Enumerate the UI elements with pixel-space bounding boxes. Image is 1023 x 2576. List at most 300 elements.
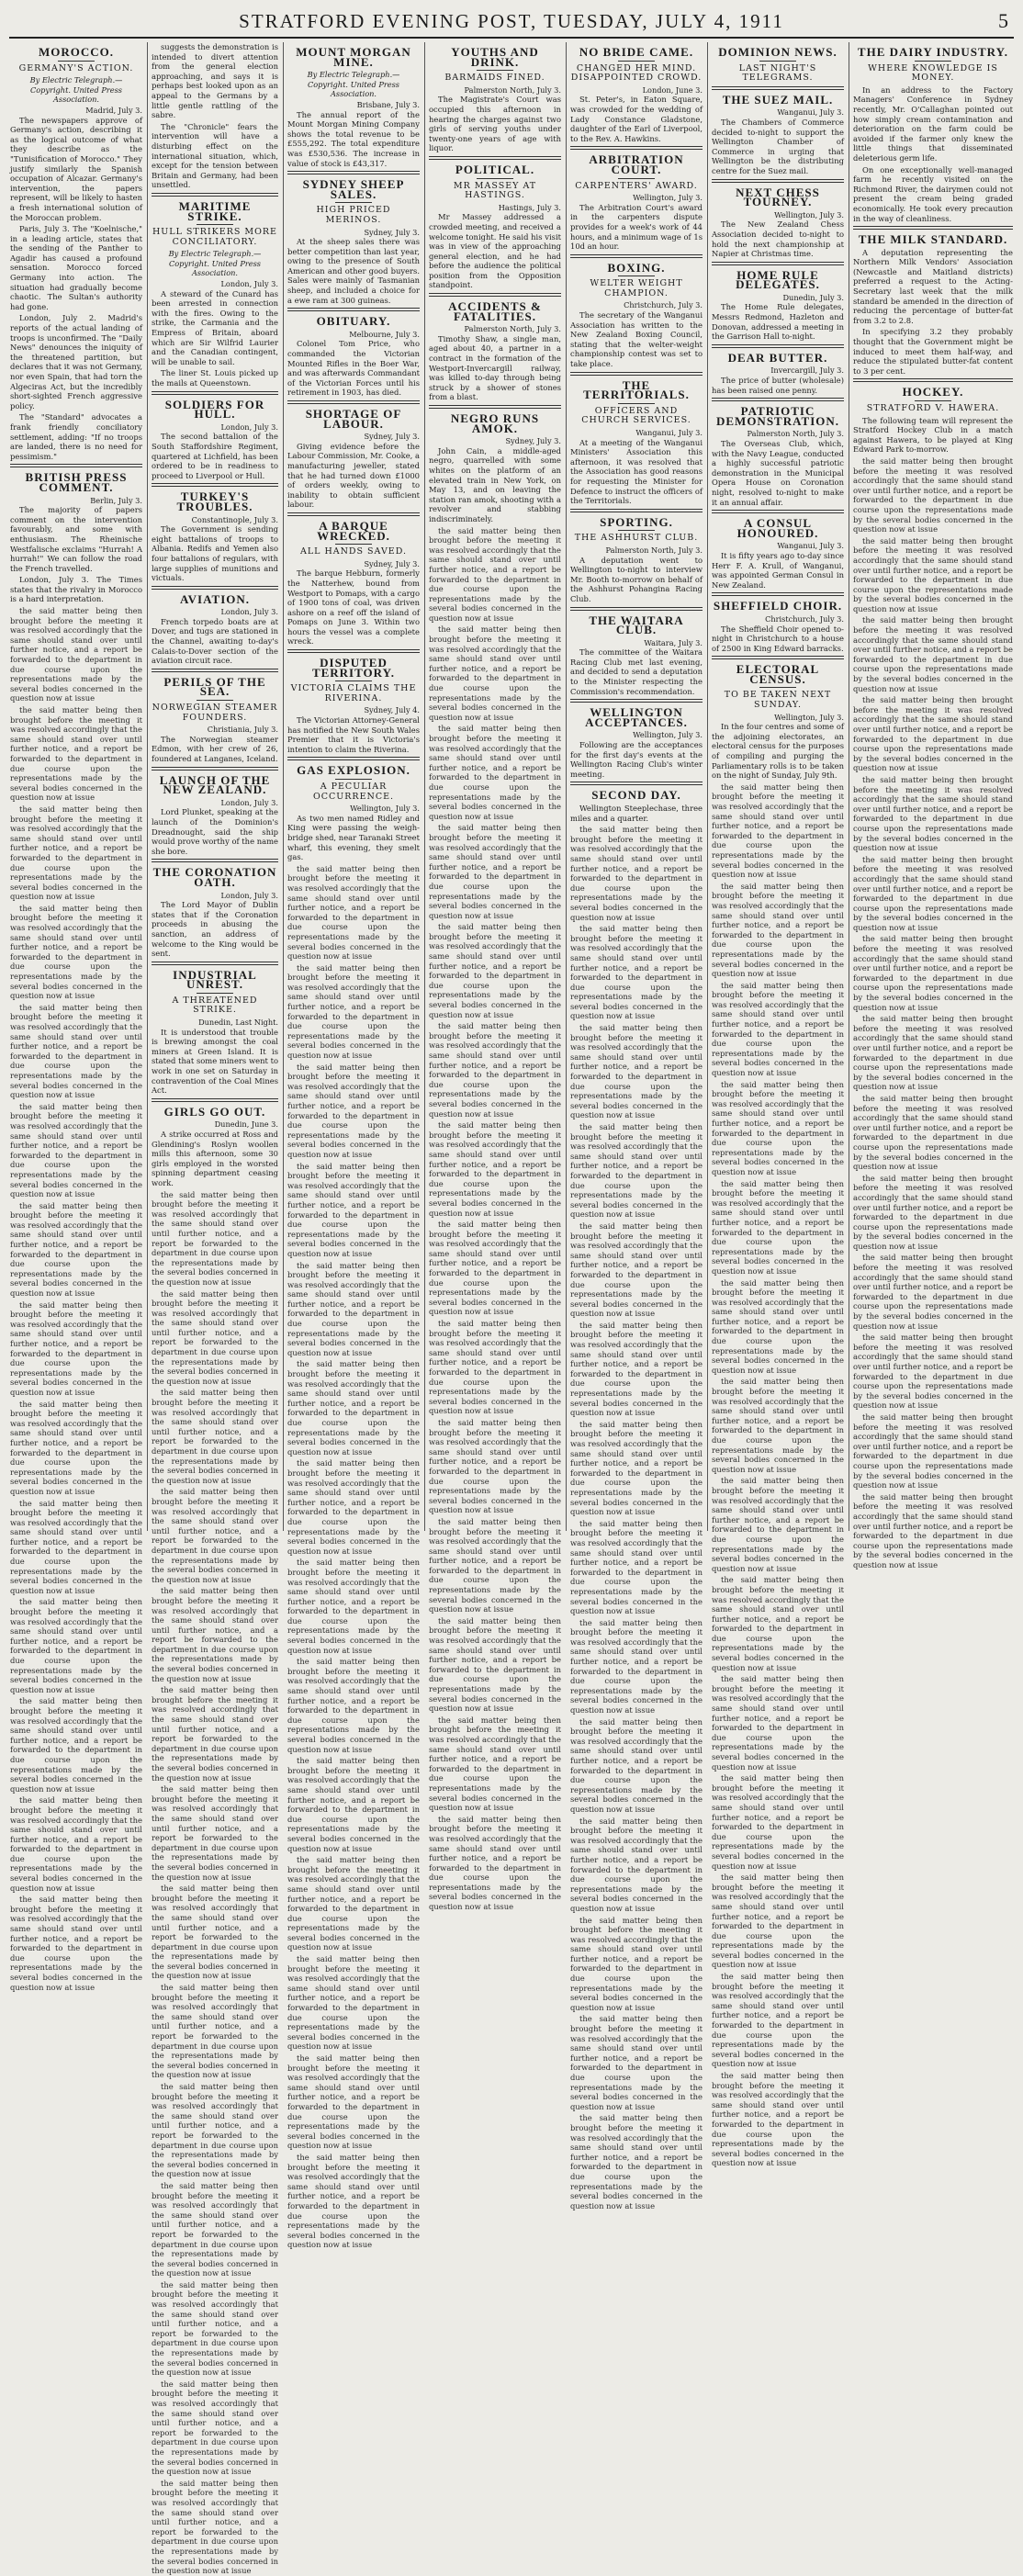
article-headline: ARBITRATION COURT. bbox=[589, 152, 684, 176]
article bbox=[570, 146, 703, 251]
article-headline: GIRLS GO OUT. bbox=[163, 1104, 266, 1119]
body-text-filler bbox=[712, 782, 844, 2168]
article-paragraph: A strike occurred at Ross and Glendining's Roslyn woollen mills this afternoon, some 30 girls employed in the worsted spinning department ceasing work. bbox=[152, 1130, 278, 1187]
article-paragraph: the said matter being then brought before the meeting it was resolved accordingly that the same should stand over until further notice, and a report be forwarded to the department in due course upon the representations made by the several bodies concerned in the question now at issue bbox=[429, 1814, 561, 1912]
divider bbox=[759, 687, 796, 688]
headline-rule bbox=[10, 464, 142, 467]
article-paragraph: the said matter being then brought before the meeting it was resolved accordingly that the same should stand over until further notice, and a report be forwarded to the department in due course upon the representations made by the several bodies concerned in the question now at issue bbox=[712, 980, 844, 1078]
article-headline: MOROCCO. bbox=[38, 45, 115, 59]
body-text-filler bbox=[152, 1190, 278, 2576]
article bbox=[712, 262, 844, 342]
article bbox=[10, 464, 142, 604]
dateline: Dunedin, Last Night. bbox=[198, 1018, 278, 1028]
divider bbox=[197, 224, 233, 225]
column-7 bbox=[850, 42, 1016, 1569]
article-subheadline: GERMANY'S ACTION. bbox=[18, 62, 134, 73]
headline-rule bbox=[570, 146, 703, 150]
dateline: Christchurch, July 3. bbox=[624, 300, 703, 310]
article-paragraph: the said matter being then brought before the meeting it was resolved accordingly that the same should stand over until further notice, and a report be forwarded to the department in due course upon the representations made by the several bodies concerned in the question now at issue bbox=[712, 1773, 844, 1871]
headline-rule bbox=[712, 262, 844, 265]
article-headline: DEAR BUTTER. bbox=[727, 350, 828, 365]
article-paragraph: the said matter being then brought before the meeting it was resolved accordingly that the same should stand over until further notice, and a report be forwarded to the department in due course upon the representations made by the several bodies concerned in the question now at issue bbox=[570, 1419, 703, 1517]
article-headline: TURKEY'S TROUBLES. bbox=[176, 489, 253, 513]
article-paragraph: the said matter being then brought before the meeting it was resolved accordingly that the same should stand over until further notice, and a report be forwarded to the department in due course upon the representations made by the several bodies concerned in the question now at issue bbox=[853, 934, 1013, 1012]
article bbox=[570, 782, 703, 823]
article-paragraph: the said matter being then brought before the meeting it was resolved accordingly that the same should stand over until further notice, and a report be forwarded to the department in due course upon the representations made by the several bodies concerned in the question now at issue bbox=[152, 2379, 278, 2477]
article-paragraph: In the four centres and some of the adjoining electorates, an electoral census for the purposes of compiling and purging the Parliamentary rolls is to be taken on the night of Sunday, July 9th. bbox=[712, 722, 844, 781]
article-headline: THE TERRITORIALS. bbox=[583, 377, 690, 402]
article-paragraph: the said matter being then brought before the meeting it was resolved accordingly that the same should stand over until further notice, and a report be forwarded to the department in due course upon the representations made by the several bodies concerned in the question now at issue bbox=[429, 1120, 561, 1218]
divider bbox=[618, 403, 655, 404]
article-paragraph: The barque Hebburn, formerly the Natterhew, bound from Westport to Pomaps, with a cargo of 1900 tons of coal, was driven ashore on a reef off the island of Pomaps on June 3. Within two hours the vessel was a complete wreck. bbox=[287, 568, 420, 647]
article bbox=[712, 656, 844, 781]
article bbox=[429, 293, 561, 402]
article-paragraph: the said matter being then brought before the meeting it was resolved accordingly that the same should stand over until further notice, and a report be forwarded to the department in due course upon the representations made by the several bodies concerned in the question now at issue bbox=[152, 1288, 278, 1386]
article bbox=[10, 45, 142, 461]
article-headline: HOCKEY. bbox=[902, 385, 964, 399]
article-headline: PATRIOTIC DEMONSTRATION. bbox=[715, 404, 840, 428]
article-paragraph: the said matter being then brought before the meeting it was resolved accordingly that the same should stand over until further notice, and a report be forwarded to the department in due course upon the representations made by the several bodies concerned in the question now at issue bbox=[570, 1122, 703, 1220]
dateline: Sydney, July 3. bbox=[364, 432, 420, 442]
article-paragraph: the said matter being then brought before the meeting it was resolved accordingly that the same should stand over until further notice, and a report be forwarded to the department in due course upon the representations made by the several bodies concerned in the question now at issue bbox=[287, 1855, 420, 1952]
article-subheadline: ALL HANDS SAVED. bbox=[299, 546, 408, 557]
article-paragraph: the said matter being then brought before the meeting it was resolved accordingly that the same should stand over until further notice, and a report be forwarded to the department in due course upon the representations made by the several bodies concerned in the question now at issue bbox=[10, 705, 142, 803]
article-headline: GAS EXPLOSION. bbox=[297, 763, 410, 778]
article-paragraph: the said matter being then brought before the meeting it was resolved accordingly that the same should stand over until further notice, and a report be forwarded to the department in due course upon the representations made by the several bodies concerned in the question now at issue bbox=[429, 1417, 561, 1515]
article-paragraph: the said matter being then brought before the meeting it was resolved accordingly that the same should stand over until further notice, and a report be forwarded to the department in due course upon the representations made by the several bodies concerned in the question now at issue bbox=[287, 1260, 420, 1357]
dateline: Sydney, July 4. bbox=[364, 705, 420, 715]
body-text-filler bbox=[429, 526, 561, 1912]
article-paragraph: the said matter being then brought before the meeting it was resolved accordingly that the same should stand over until further notice, and a report be forwarded to the department in due course upon the representations made by the several bodies concerned in the question now at issue bbox=[429, 922, 561, 1019]
article-headline: PERILS OF THE SEA. bbox=[163, 674, 266, 699]
article-paragraph: the said matter being then brought before the meeting it was resolved accordingly that the same should stand over until further notice, and a report be forwarded to the department in due course upon the representations made by the several bodies concerned in the question now at issue bbox=[287, 2152, 420, 2250]
article-paragraph: the said matter being then brought before the meeting it was resolved accordingly that the same should stand over until further notice, and a report be forwarded to the department in due course upon the representations made by the several bodies concerned in the question now at issue bbox=[10, 1299, 142, 1397]
article-paragraph: the said matter being then brought before the meeting it was resolved accordingly that the same should stand over until further notice, and a report be forwarded to the department in due course upon the representations made by the several bodies concerned in the question now at issue bbox=[712, 1674, 844, 1772]
article-headline: POLITICAL. bbox=[455, 162, 535, 176]
article-paragraph: Mr Massey addressed a crowded meeting, and received a welcome tonight. He said his visit was in view of the approaching general election, and he had before the audience the political position from the Opposition standpoint. bbox=[429, 212, 561, 290]
headline-rule bbox=[570, 509, 703, 512]
article-subheadline: TO BE TAKEN NEXT SUNDAY. bbox=[724, 690, 832, 711]
article-subheadline: HULL STRIKERS MORE CONCILIATORY. bbox=[152, 227, 277, 247]
article-paragraph: the said matter being then brought before the meeting it was resolved accordingly that the same should stand over until further notice, and a report be forwarded to the department in due course upon the representations made by the several bodies concerned in the question now at issue bbox=[152, 1983, 278, 2080]
column-6 bbox=[709, 42, 847, 2168]
article-paragraph: the said matter being then brought before the meeting it was resolved accordingly that the same should stand over until further notice, and a report be forwarded to the department in due course upon the representations made by the several bodies concerned in the question now at issue bbox=[853, 456, 1013, 534]
article-paragraph: the said matter being then brought before the meeting it was resolved accordingly that the same should stand over until further notice, and a report be forwarded to the department in due course upon the representations made by the several bodies concerned in the question now at issue bbox=[429, 1615, 561, 1714]
article-paragraph: the said matter being then brought before the meeting it was resolved accordingly that the same should stand over until further notice, and a report be forwarded to the department in due course upon the representations made by the several bodies concerned in the question now at issue bbox=[570, 1617, 703, 1715]
article-paragraph: The Magistrate's Court was occupied this afternoon in hearing the charges against two girls of serving youths under twenty-one years of age with liquor. bbox=[429, 95, 561, 153]
dateline: London, July 3. bbox=[220, 797, 278, 807]
article-paragraph: In specifying 3.2 they probably thought that the Government might be induced to meet them half-way, and reduce the stipulated butter-fat content to 3 per cent. bbox=[853, 327, 1013, 376]
article-paragraph: the said matter being then brought before the meeting it was resolved accordingly that the same should stand over until further notice, and a report be forwarded to the department in due course upon the representations made by the several bodies concerned in the question now at issue bbox=[570, 825, 703, 922]
divider bbox=[58, 61, 95, 62]
byline: By Electric Telegraph.—Copyright. United Press Association. bbox=[168, 249, 262, 278]
article-paragraph: the said matter being then brought before the meeting it was resolved accordingly that the same should stand over until further notice, and a report be forwarded to the department in due course upon the representations made by the several bodies concerned in the question now at issue bbox=[429, 1319, 561, 1416]
article-headline: OBITUARY. bbox=[316, 314, 391, 329]
article-headline: YOUTHS AND DRINK. bbox=[451, 45, 539, 69]
article-paragraph: the said matter being then brought before the meeting it was resolved accordingly that the same should stand over until further notice, and a report be forwarded to the department in due course upon the representations made by the several bodies concerned in the question now at issue bbox=[10, 606, 142, 703]
divider bbox=[197, 700, 233, 701]
article-paragraph: Timothy Shaw, a single man, aged about 40, a partner in a contract in the formation of the Westport-Invercargill railway, was killed to-day through being struck by a shower of stones from a blast. bbox=[429, 333, 561, 402]
article-paragraph: the said matter being then brought before the meeting it was resolved accordingly that the same should stand over until further notice, and a report be forwarded to the department in due course upon the representations made by the several bodies concerned in the question now at issue bbox=[712, 1377, 844, 1474]
dateline: London, July 3. bbox=[220, 607, 278, 617]
article-paragraph: the said matter being then brought before the meeting it was resolved accordingly that the same should stand over until further notice, and a report be forwarded to the department in due course upon the representations made by the several bodies concerned in the question now at issue bbox=[287, 1954, 420, 2052]
article-paragraph: the said matter being then brought before the meeting it was resolved accordingly that the same should stand over until further notice, and a report be forwarded to the department in due course upon the representations made by the several bodies concerned in the question now at issue bbox=[712, 1972, 844, 2069]
article-paragraph: the said matter being then brought before the meeting it was resolved accordingly that the same should stand over until further notice, and a report be forwarded to the department in due course upon the representations made by the several bodies concerned in the question now at issue bbox=[152, 1388, 278, 1485]
divider bbox=[335, 779, 372, 780]
article-paragraph: the said matter being then brought before the meeting it was resolved accordingly that the same should stand over until further notice, and a report be forwarded to the department in due course upon the representations made by the several bodies concerned in the question now at issue bbox=[429, 1220, 561, 1317]
article bbox=[570, 254, 703, 369]
article-paragraph: As two men named Ridley and King were passing the weigh-bridge shed, near Taranaki Street wharf, this evening, they smelt gas. bbox=[287, 813, 420, 862]
article bbox=[712, 45, 844, 84]
dateline: Wellington, July 3. bbox=[774, 209, 844, 219]
dateline: Palmerston North, July 3. bbox=[605, 545, 703, 555]
article bbox=[152, 391, 278, 481]
article-headline: SHORTAGE OF LABOUR. bbox=[305, 407, 402, 431]
article bbox=[152, 962, 278, 1096]
headline-rule bbox=[152, 859, 278, 862]
article-paragraph: The Arbitration Court's award in the carpenters dispute provides for a week's work of 44 hours, and a minimum wage of 1s 10d an hour. bbox=[570, 202, 703, 252]
article-paragraph: The Victorian Attorney-General has notified the New South Wales Premier that it is Victoria's intention to claim the Riverina. bbox=[287, 715, 420, 754]
column-1 bbox=[7, 42, 145, 1992]
body-text-filler bbox=[10, 606, 142, 1992]
headline-rule bbox=[712, 656, 844, 659]
article-paragraph: the said matter being then brought before the meeting it was resolved accordingly that the same should stand over until further notice, and a report be forwarded to the department in due course upon the representations made by the several bodies concerned in the question now at issue bbox=[152, 2478, 278, 2576]
article-headline: ELECTORAL CENSUS. bbox=[736, 662, 820, 686]
article-paragraph: the said matter being then brought before the meeting it was resolved accordingly that the same should stand over until further notice, and a report be forwarded to the department in due course upon the representations made by the several bodies concerned in the question now at issue bbox=[853, 615, 1013, 693]
dateline: Christiania, July 3. bbox=[207, 725, 278, 735]
article-paragraph: the said matter being then brought before the meeting it was resolved accordingly that the same should stand over until further notice, and a report be forwarded to the department in due course upon the representations made by the several bodies concerned in the question now at issue bbox=[287, 1756, 420, 1853]
column-rule bbox=[283, 42, 284, 1531]
article-paragraph: London, July 3. The Times states that the rivalry in Morocco is a hard interpretation. bbox=[10, 575, 142, 604]
dateline: Sydney, July 3. bbox=[364, 227, 420, 237]
article-headline: HOME RULE DELEGATES. bbox=[736, 267, 820, 292]
article-paragraph: the said matter being then brought before the meeting it was resolved accordingly that the same should stand over until further notice, and a report be forwarded to the department in due course upon the representations made by the several bodies concerned in the question now at issue bbox=[712, 1178, 844, 1276]
article-paragraph: At a meeting of the Wanganui Ministers' Association this afternoon, it was resolved that the Association has good reasons for requesting the Minister for Defence to instruct the officers of the Territorials. bbox=[570, 437, 703, 506]
article-paragraph: the said matter being then brought before the meeting it was resolved accordingly that the same should stand over until further notice, and a report be forwarded to the department in due course upon the representations made by the several bodies concerned in the question now at issue bbox=[853, 774, 1013, 853]
dateline: Christchurch, July 3. bbox=[765, 613, 844, 624]
article-subheadline: BARMAIDS FINED. bbox=[444, 73, 545, 84]
article bbox=[712, 86, 844, 176]
article-paragraph: the said matter being then brought before the meeting it was resolved accordingly that the same should stand over until further notice, and a report be forwarded to the department in due course upon the representations made by the several bodies concerned in the question now at issue bbox=[712, 1873, 844, 1970]
article-subheadline: THE ASHHURST CLUB. bbox=[574, 533, 699, 544]
article-paragraph: On one exceptionally well-managed farm he recently visited on the Richmond River, the dairymen could not present the cream being graded economically. He took every precaution in the way of cleanliness. bbox=[853, 164, 1013, 223]
dateline: Invercargill, July 3. bbox=[770, 366, 844, 376]
article-paragraph: A steward of the Cunard has been arrested in connection with the fires. Owing to the strike, the Carmania and the Empress of Britain, aboard which are Sir Wilfrid Laurier and the Canadian contingent, will be unable to sail. bbox=[152, 288, 278, 366]
article-paragraph: London, July 2. Madrid's reports of the actual landing of troops is unconfirmed. The "Daily News" denounces the iniquity of the threatened partition, but declares that it was not Germany, nor even Spain, that had torn the Algeciras Act, but the incredibly short-sighted French aggressive policy. bbox=[10, 313, 142, 411]
article-headline: A CONSUL HONOURED. bbox=[736, 516, 819, 540]
article-paragraph: The newspapers approve of Germany's action, describing it as the logical outcome of what they describe as the "Tunisification of Morocco." They justify similarly the Spanish occupation of Alcazar. Germany's intervention, the papers represent, will be likely to hasten a fresh international solution of the Moroccan problem. bbox=[10, 115, 142, 222]
article-headline: SOLDIERS FOR HULL. bbox=[164, 397, 265, 422]
headline-rule bbox=[429, 156, 561, 160]
article-paragraph: the said matter being then brought before the meeting it was resolved accordingly that the same should stand over until further notice, and a report be forwarded to the department in due course upon the representations made by the several bodies concerned in the question now at issue bbox=[570, 1816, 703, 1913]
article bbox=[853, 226, 1013, 376]
article bbox=[152, 1098, 278, 1188]
article-paragraph: Giving evidence before the Labour Commission, Mr. Cooke, a manufacturing jeweller, stated that he had turned down £1000 of orders weekly, owing to inability to obtain sufficient labour. bbox=[287, 441, 420, 510]
article bbox=[712, 398, 844, 507]
headline-rule bbox=[429, 405, 561, 409]
article-paragraph: the said matter being then brought before the meeting it was resolved accordingly that the same should stand over until further notice, and a report be forwarded to the department in due course upon the representations made by the several bodies concerned in the question now at issue bbox=[712, 1476, 844, 1573]
dateline: Wanganui, July 3. bbox=[777, 107, 844, 118]
article-paragraph: the said matter being then brought before the meeting it was resolved accordingly that the same should stand over until further notice, and a report be forwarded to the department in due course upon the representations made by the several bodies concerned in the question now at issue bbox=[570, 1716, 703, 1814]
article-headline: THE DAIRY INDUSTRY. bbox=[857, 45, 1009, 59]
divider bbox=[477, 178, 513, 179]
column-2 bbox=[149, 42, 281, 2576]
article bbox=[287, 400, 420, 510]
article-paragraph: The Lord Mayor of Dublin states that if the Coronation proceeds in abusing the sanction, an address of welcome to the King would be sent. bbox=[152, 900, 278, 959]
article-subheadline: OFFICERS AND CHURCH SERVICES. bbox=[581, 405, 691, 426]
article-paragraph: A deputation representing the Northern Milk Vendors' Association (Newcastle and Maitland districts) preferred a request to the Acting-Secretary last week that the milk standard be amended in the direction of reducing the percentage of butter-fat from 3.2 to 2.8. bbox=[853, 247, 1013, 325]
article-paragraph: the said matter being then brought before the meeting it was resolved accordingly that the same should stand over until further notice, and a report be forwarded to the department in due course upon the representations made by the several bodies concerned in the question now at issue bbox=[10, 1200, 142, 1299]
headline-rule bbox=[570, 254, 703, 258]
divider bbox=[197, 993, 233, 994]
article-paragraph: the said matter being then brought before the meeting it was resolved accordingly that the same should stand over until further notice, and a report be forwarded to the department in due course upon the representations made by the several bodies concerned in the question now at issue bbox=[152, 2180, 278, 2278]
article-headline: DOMINION NEWS. bbox=[718, 45, 838, 59]
column-4 bbox=[426, 42, 564, 1912]
article-headline: THE SUEZ MAIL. bbox=[722, 92, 834, 107]
dateline: Dunedin, June 3. bbox=[214, 1119, 278, 1130]
article-paragraph: The majority of papers comment on the intervention favourably, and some with enthusiasm. The Rheinische Westfalische exclaims "Hurrah! A hurrah!" We can follow the road the French travelled. bbox=[10, 505, 142, 573]
article-subheadline: NORWEGIAN STEAMER FOUNDERS. bbox=[152, 703, 278, 723]
article-paragraph: the said matter being then brought before the meeting it was resolved accordingly that the same should stand over until further notice, and a report be forwarded to the department in due course upon the representations made by the several bodies concerned in the question now at issue bbox=[853, 1093, 1013, 1172]
dateline: Dunedin, July 3. bbox=[782, 292, 844, 302]
article bbox=[429, 156, 561, 290]
article-paragraph: the said matter being then brought before the meeting it was resolved accordingly that the same should stand over until further notice, and a report be forwarded to the department in due course upon the representations made by the several bodies concerned in the question now at issue bbox=[853, 1253, 1013, 1331]
article bbox=[152, 669, 278, 764]
article-paragraph: the said matter being then brought before the meeting it was resolved accordingly that the same should stand over until further notice, and a report be forwarded to the department in due course upon the representations made by the several bodies concerned in the question now at issue bbox=[152, 1586, 278, 1683]
article-paragraph: The Sheffield Choir opened to-night in Christchurch to a house of 2500 in King Edward barracks. bbox=[712, 624, 844, 653]
article-paragraph: the said matter being then brought before the meeting it was resolved accordingly that the same should stand over until further notice, and a report be forwarded to the department in due course upon the representations made by the several bodies concerned in the question now at issue bbox=[287, 1657, 420, 1754]
dateline: London, July 3. bbox=[220, 279, 278, 289]
article bbox=[287, 757, 420, 861]
dateline: Wellington, July 3. bbox=[350, 804, 420, 814]
dateline: London, July 3. bbox=[220, 422, 278, 432]
article-paragraph: the said matter being then brought before the meeting it was resolved accordingly that the same should stand over until further notice, and a report be forwarded to the department in due course upon the representations made by the several bodies concerned in the question now at issue bbox=[10, 1795, 142, 1893]
article-paragraph: The liner St. Louis picked up the mails at Queenstown. bbox=[152, 368, 278, 388]
article-subheadline: VICTORIA CLAIMS THE RIVERINA. bbox=[290, 683, 417, 703]
dateline: Madrid, July 3. bbox=[85, 105, 142, 115]
divider bbox=[477, 70, 513, 71]
article-subheadline: MR MASSEY AT HASTINGS. bbox=[453, 180, 537, 201]
masthead-title: STRATFORD EVENING POST, TUESDAY, JULY 4, 1911 bbox=[239, 10, 784, 32]
article bbox=[570, 45, 703, 143]
article-paragraph: the said matter being then brought before the meeting it was resolved accordingly that the same should stand over until further notice, and a report be forwarded to the department in due course upon the representations made by the several bodies concerned in the question now at issue bbox=[10, 903, 142, 1001]
article-paragraph: The Home Rule delegates, Messrs Redmond, Hazleton and Donovan, addressed a meeting in the Garrison Hall to-night. bbox=[712, 302, 844, 342]
headline-rule bbox=[853, 378, 1013, 382]
article-subheadline: WELTER WEIGHT CHAMPION. bbox=[590, 278, 683, 298]
article-paragraph: the said matter being then brought before the meeting it was resolved accordingly that the same should stand over until further notice, and a report be forwarded to the department in due course upon the representations made by the several bodies concerned in the question now at issue bbox=[570, 1915, 703, 2012]
article-paragraph: The secretary of the Wanganui Association has written to the New Zealand Boxing Council, stating that the welter-weight championship contest was set to take place. bbox=[570, 310, 703, 369]
headline-rule bbox=[152, 586, 278, 590]
headline-rule bbox=[152, 483, 278, 487]
column-rule bbox=[566, 42, 567, 1531]
article bbox=[712, 510, 844, 590]
article-headline: THE MILK STANDARD. bbox=[858, 232, 1008, 247]
article-paragraph: the said matter being then brought before the meeting it was resolved accordingly that the same should stand over until further notice, and a report be forwarded to the department in due course upon the representations made by the several bodies concerned in the question now at issue bbox=[429, 1021, 561, 1119]
headline-rule bbox=[853, 226, 1013, 230]
headline-rule bbox=[287, 308, 420, 311]
dateline: Wellington, July 3. bbox=[774, 712, 844, 722]
headline-rule bbox=[287, 400, 420, 404]
article-paragraph: The second battalion of the South Staffordshire Regiment, quartered at Lichfield, has been ordered to be in readiness to proceed to Liverpool or Hull. bbox=[152, 432, 278, 480]
article-paragraph: the said matter being then brought before the meeting it was resolved accordingly that the same should stand over until further notice, and a report be forwarded to the department in due course upon the representations made by the several bodies concerned in the question now at issue bbox=[152, 2082, 278, 2179]
article-headline: AVIATION. bbox=[179, 591, 251, 606]
dateline: Berlin, July 3. bbox=[90, 495, 142, 505]
article bbox=[287, 171, 420, 305]
article-paragraph: the said matter being then brought before the meeting it was resolved accordingly that the same should stand over until further notice, and a report be forwarded to the department in due course upon the representations made by the several bodies concerned in the question now at issue bbox=[570, 2014, 703, 2111]
headline-rule bbox=[287, 649, 420, 653]
article-paragraph: the said matter being then brought before the meeting it was resolved accordingly that the same should stand over until further notice, and a report be forwarded to the department in due course upon the representations made by the several bodies concerned in the question now at issue bbox=[429, 1715, 561, 1813]
article-paragraph: The "Standard" advocates a frank friendly conciliatory settlement, adding: "If no troops are landed, there is no need for pessimism." bbox=[10, 412, 142, 461]
page-number: 5 bbox=[998, 9, 1008, 32]
headline-rule bbox=[152, 962, 278, 965]
article-paragraph: the said matter being then brought before the meeting it was resolved accordingly that the same should stand over until further notice, and a report be forwarded to the department in due course upon the representations made by the several bodies concerned in the question now at issue bbox=[712, 1575, 844, 1672]
article-paragraph: the said matter being then brought before the meeting it was resolved accordingly that the same should stand over until further notice, and a report be forwarded to the department in due course upon the representations made by the several bodies concerned in the question now at issue bbox=[152, 1487, 278, 1584]
byline: By Electric Telegraph.—Copyright. United Press Association. bbox=[29, 75, 123, 105]
article bbox=[853, 378, 1013, 455]
article-paragraph: the said matter being then brought before the meeting it was resolved accordingly that the same should stand over until further notice, and a report be forwarded to the department in due course upon the representations made by the several bodies concerned in the question now at issue bbox=[853, 535, 1013, 613]
article-headline: NEGRO RUNS AMOK. bbox=[450, 411, 540, 435]
article-headline: SECOND DAY. bbox=[591, 788, 681, 803]
article-paragraph: the said matter being then brought before the meeting it was resolved accordingly that the same should stand over until further notice, and a report be forwarded to the department in due course upon the representations made by the several bodies concerned in the question now at issue bbox=[287, 1062, 420, 1159]
article-subheadline: A PECULIAR OCCURRENCE. bbox=[312, 782, 395, 802]
article-paragraph: the said matter being then brought before the meeting it was resolved accordingly that the same should stand over until further notice, and a report be forwarded to the department in due course upon the representations made by the several bodies concerned in the question now at issue bbox=[429, 1516, 561, 1614]
headline-rule bbox=[152, 767, 278, 771]
article-paragraph: The Overseas Club, which, with the Navy League, conducted a highly successful patriotic demonstration in the Municipal Opera House on Coronation night, resolved to-night to make it an annual affair. bbox=[712, 439, 844, 507]
article-paragraph: the said matter being then brought before the meeting it was resolved accordingly that the same should stand over until further notice, and a report be forwarded to the department in due course upon the representations made by the several bodies concerned in the question now at issue bbox=[853, 1014, 1013, 1092]
article-paragraph: the said matter being then brought before the meeting it was resolved accordingly that the same should stand over until further notice, and a report be forwarded to the department in due course upon the representations made by the several bodies concerned in the question now at issue bbox=[10, 1696, 142, 1794]
article-subheadline: STRATFORD V. HAWERA. bbox=[866, 403, 1000, 413]
article-paragraph: the said matter being then brought before the meeting it was resolved accordingly that the same should stand over until further notice, and a report be forwarded to the department in due course upon the representations made by the several bodies concerned in the question now at issue bbox=[10, 1895, 142, 1992]
body-text-filler bbox=[287, 864, 420, 2250]
column-5 bbox=[568, 42, 705, 2210]
dateline: Wellington, July 3. bbox=[633, 193, 703, 203]
article-paragraph: the said matter being then brought before the meeting it was resolved accordingly that the same should stand over until further notice, and a report be forwarded to the department in due course upon the representations made by the several bodies concerned in the question now at issue bbox=[287, 1458, 420, 1556]
article-paragraph: the said matter being then brought before the meeting it was resolved accordingly that the same should stand over until further notice, and a report be forwarded to the department in due course upon the representations made by the several bodies concerned in the question now at issue bbox=[853, 1491, 1013, 1569]
article bbox=[152, 767, 278, 857]
byline: By Electric Telegraph.—Copyright. United Press Association. bbox=[307, 70, 400, 99]
article-headline: DISPUTED TERRITORY. bbox=[311, 656, 396, 680]
article-paragraph: the said matter being then brought before the meeting it was resolved accordingly that the same should stand over until further notice, and a report be forwarded to the department in due course upon the representations made by the several bodies concerned in the question now at issue bbox=[152, 1685, 278, 1783]
article-paragraph: The Chambers of Commerce decided to-night to support the Wellington Chamber of Commerce in urging that Wellington be the distributing centre for the Suez mail. bbox=[712, 117, 844, 175]
headline-rule bbox=[570, 372, 703, 376]
article-paragraph: A deputation went to Wellington to-night to interview Mr. Booth to-morrow on behalf of the Ashhurst Pohangina Racing Club. bbox=[570, 555, 703, 603]
article-paragraph: the said matter being then brought before the meeting it was resolved accordingly that the same should stand over until further notice, and a report be forwarded to the department in due course upon the representations made by the several bodies concerned in the question now at issue bbox=[570, 924, 703, 1021]
article-paragraph: the said matter being then brought before the meeting it was resolved accordingly that the same should stand over until further notice, and a report be forwarded to the department in due course upon the representations made by the several bodies concerned in the question now at issue bbox=[10, 1002, 142, 1100]
article-paragraph: suggests the demonstration is intended to divert attention from the general election approaching, and says it is perhaps best looked upon as an appeal to the Germans by a little gentle rattling of the sabre. bbox=[152, 42, 278, 120]
headline-rule bbox=[712, 510, 844, 513]
column-3 bbox=[285, 42, 422, 2250]
article-paragraph: the said matter being then brought before the meeting it was resolved accordingly that the same should stand over until further notice, and a report be forwarded to the department in due course upon the representations made by the several bodies concerned in the question now at issue bbox=[853, 1333, 1013, 1411]
article-headline: SPORTING. bbox=[600, 514, 673, 529]
article-paragraph: the said matter being then brought before the meeting it was resolved accordingly that the same should stand over until further notice, and a report be forwarded to the department in due course upon the representations made by the several bodies concerned in the question now at issue bbox=[853, 1173, 1013, 1251]
article-paragraph: the said matter being then brought before the meeting it was resolved accordingly that the same should stand over until further notice, and a report be forwarded to the department in due course upon the representations made by the several bodies concerned in the question now at issue bbox=[287, 962, 420, 1061]
article-headline: MOUNT MORGAN MINE. bbox=[296, 45, 411, 69]
dateline: Sydney, July 3. bbox=[505, 436, 561, 446]
dateline: London, June 3. bbox=[642, 84, 703, 95]
headline-rule bbox=[287, 512, 420, 516]
article-headline: LAUNCH OF THE NEW ZEALAND. bbox=[159, 772, 271, 797]
dateline: London, July 3. bbox=[220, 890, 278, 900]
article-paragraph: Lord Plunket, speaking at the launch of the Dominion's Dreadnought, said the ship would prove worthy of the name she bore. bbox=[152, 807, 278, 856]
body-text-filler bbox=[853, 456, 1013, 1570]
article-paragraph: the said matter being then brought before the meeting it was resolved accordingly that the same should stand over until further notice, and a report be forwarded to the department in due course upon the representations made by the several bodies concerned in the question now at issue bbox=[570, 1320, 703, 1418]
article bbox=[429, 45, 561, 153]
dateline: Constantinople, July 3. bbox=[191, 514, 278, 524]
article-paragraph: It is understood that trouble is brewing amongst the coal miners at Green Island. It is stated that some miners went to work in one set on Saturday in contravention of the Coal Mines Act. bbox=[152, 1027, 278, 1096]
article-paragraph: The "Chronicle" fears the intervention will have a disturbing effect on the international situation, which, except for the tension between Britain and Germany, had been unsettled. bbox=[152, 121, 278, 190]
headline-rule bbox=[712, 398, 844, 401]
article-paragraph: the said matter being then brought before the meeting it was resolved accordingly that the same should stand over until further notice, and a report be forwarded to the department in due course upon the representations made by the several bodies concerned in the question now at issue bbox=[712, 881, 844, 979]
article-paragraph: Following are the acceptances for the first day's events at the Wellington Racing Club's winter meeting. bbox=[570, 740, 703, 779]
article-paragraph: the said matter being then brought before the meeting it was resolved accordingly that the same should stand over until further notice, and a report be forwarded to the department in due course upon the representations made by the several bodies concerned in the question now at issue bbox=[429, 525, 561, 623]
article-headline: WELLINGTON ACCEPTANCES. bbox=[585, 705, 688, 729]
article-paragraph: French torpedo boats are at Dover, and tugs are stationed in the Channel, awaiting to-day's Calais-to-Dover section of the aviation circuit race. bbox=[152, 616, 278, 666]
headline-rule bbox=[570, 607, 703, 611]
article-paragraph: The price of butter (wholesale) has been raised one penny. bbox=[712, 376, 844, 395]
article-subheadline: A THREATENED STRIKE. bbox=[172, 995, 258, 1016]
headline-rule bbox=[287, 171, 420, 174]
headline-rule bbox=[152, 391, 278, 395]
article-paragraph: the said matter being then brought before the meeting it was resolved accordingly that the same should stand over until further notice, and a report be forwarded to the department in due course upon the representations made by the several bodies concerned in the question now at issue bbox=[287, 1359, 420, 1457]
article-paragraph: The annual report of the Mount Morgan Mining Company shows the total revenue to be £555,292. The total expenditure was £530,536. The increase in value of stock is £43,317. bbox=[287, 109, 420, 168]
dateline: Wanganui, July 3. bbox=[777, 541, 844, 551]
dateline: Wanganui, July 3. bbox=[635, 428, 703, 437]
article bbox=[152, 193, 278, 388]
headline-rule bbox=[712, 344, 844, 348]
article-headline: BRITISH PRESS COMMENT. bbox=[25, 470, 128, 494]
dateline: Waitara, July 3. bbox=[644, 637, 703, 647]
headline-rule bbox=[152, 1098, 278, 1102]
article-headline: MARITIME STRIKE. bbox=[178, 198, 252, 223]
article-subheadline: CHANGED HER MIND. DISAPPOINTED CROWD. bbox=[570, 62, 703, 84]
article-paragraph: the said matter being then brought before the meeting it was resolved accordingly that the same should stand over until further notice, and a report be forwarded to the department in due course upon the representations made by the several bodies concerned in the question now at issue bbox=[853, 695, 1013, 773]
article-headline: INDUSTRIAL UNREST. bbox=[173, 967, 257, 992]
article-paragraph: The Norwegian steamer Edmon, with her crew of 26, foundered at Langanes, Iceland. bbox=[152, 734, 278, 763]
article bbox=[712, 592, 844, 653]
article-paragraph: Paris, July 3. The "Koelnische," in a leading article, states that the sending of the Panther to Agadir has caused a profound sensation. Morocco forced Germany into action. The situation had gradually become chaotic. The Sultan's authority had gone. bbox=[10, 224, 142, 311]
divider bbox=[618, 61, 655, 62]
divider bbox=[618, 178, 655, 179]
divider bbox=[335, 202, 372, 203]
article-paragraph: It is fifty years ago to-day since Herr F. A. Krull, of Wanganui, was appointed German Consul in New Zealand. bbox=[712, 550, 844, 590]
article-headline: NEXT CHESS TOURNEY. bbox=[736, 185, 820, 209]
article-paragraph: the said matter being then brought before the meeting it was resolved accordingly that the same should stand over until further notice, and a report be forwarded to the department in due course upon the representations made by the several bodies concerned in the question now at issue bbox=[287, 1558, 420, 1655]
headline-rule bbox=[287, 757, 420, 760]
article bbox=[712, 179, 844, 259]
article-paragraph: the said matter being then brought before the meeting it was resolved accordingly that the same should stand over until further notice, and a report be forwarded to the department in due course upon the representations made by the several bodies concerned in the question now at issue bbox=[712, 782, 844, 880]
article-paragraph: the said matter being then brought before the meeting it was resolved accordingly that the same should stand over until further notice, and a report be forwarded to the department in due course upon the representations made by the several bodies concerned in the question now at issue bbox=[853, 1412, 1013, 1490]
divider bbox=[759, 61, 796, 62]
divider bbox=[618, 530, 655, 531]
article-paragraph: the said matter being then brought before the meeting it was resolved accordingly that the same should stand over until further notice, and a report be forwarded to the department in due course upon the representations made by the several bodies concerned in the question now at issue bbox=[429, 724, 561, 821]
article-paragraph: John Cain, a middle-aged negro, quarrelled with some whites on the platform of an elevated train in New York, on May 13, and on leaving the station ran amok, shooting with a revolver and stabbing indiscriminately. bbox=[429, 445, 561, 523]
article-subheadline: HIGH PRICED MERINOS. bbox=[316, 205, 391, 225]
article-subheadline: CARPENTERS' AWARD. bbox=[575, 180, 698, 191]
article bbox=[712, 344, 844, 395]
article bbox=[287, 308, 420, 398]
headline-rule bbox=[429, 293, 561, 297]
article-headline: SYDNEY SHEEP SALES. bbox=[302, 177, 405, 201]
article-paragraph: the said matter being then brought before the meeting it was resolved accordingly that the same should stand over until further notice, and a report be forwarded to the department in due course upon the representations made by the several bodies concerned in the question now at issue bbox=[10, 1498, 142, 1595]
article-paragraph: the said matter being then brought before the meeting it was resolved accordingly that the same should stand over until further notice, and a report be forwarded to the department in due course upon the representations made by the several bodies concerned in the question now at issue bbox=[570, 1518, 703, 1616]
newspaper-masthead bbox=[9, 6, 1014, 39]
article-headline: SHEFFIELD CHOIR. bbox=[713, 599, 843, 613]
headline-rule bbox=[152, 669, 278, 672]
dateline: Palmerston North, July 3. bbox=[747, 429, 844, 439]
article-paragraph: Wellington Steeplechase, three miles and a quarter. bbox=[570, 804, 703, 823]
article-headline: NO BRIDE CAME. bbox=[579, 45, 694, 59]
dateline: Hastings, July 3. bbox=[498, 202, 561, 212]
